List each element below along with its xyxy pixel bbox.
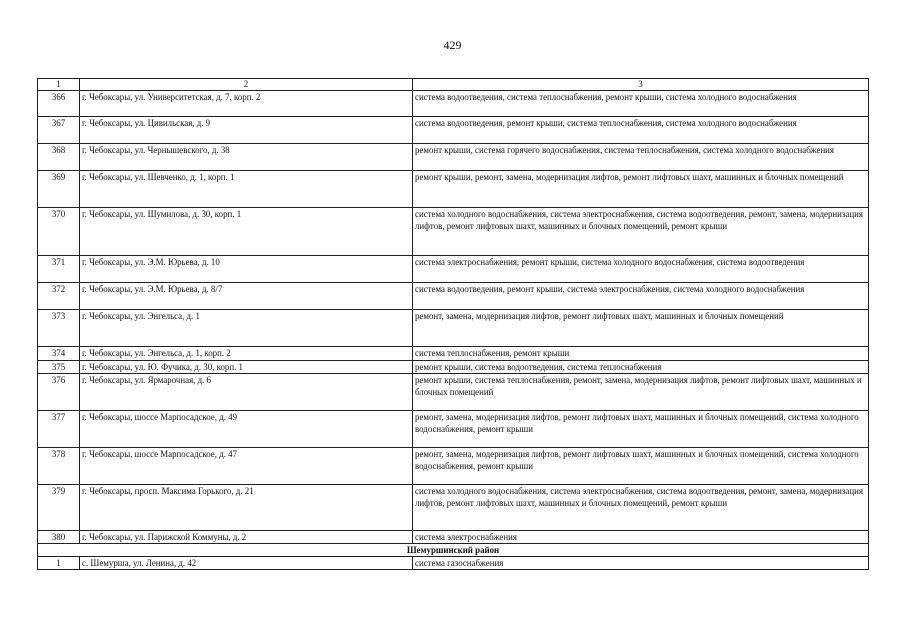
row-works: система холодного водоснабжения, система электроснабжения, система водоотведения, ремонт, замена, модернизация лифтов, ремонт лифтовых шахт, машинных и блочных помещений, ремонт крыши [413, 485, 869, 531]
row-address: г. Чебоксары, ул. Ярмарочная, д. 6 [80, 374, 413, 411]
row-address: г. Чебоксары, ул. Ю. Фучика, д. 30, корп. 1 [80, 361, 413, 374]
row-number: 380 [38, 531, 80, 544]
row-works: ремонт крыши, система горячего водоснабжения, система теплоснабжения, система холодного водоснабжения [413, 144, 869, 171]
row-address: г. Чебоксары, просп. Максима Горького, д. 21 [80, 485, 413, 531]
row-works: система водоотведения, система теплоснабжения, ремонт крыши, система холодного водоснабжения [413, 91, 869, 117]
row-works: система водоотведения, ремонт крыши, система электроснабжения, система холодного водоснабжения [413, 283, 869, 310]
row-address: г. Чебоксары, шоссе Марпосадское, д. 49 [80, 411, 413, 448]
row-number: 368 [38, 144, 80, 171]
header-col-3: 3 [413, 79, 869, 91]
table-row [38, 557, 869, 570]
row-works: ремонт крыши, система теплоснабжения, ремонт, замена, модернизация лифтов, ремонт лифтовых шахт, машинных и блочных помещений [413, 374, 869, 411]
table-header-row [38, 79, 869, 91]
row-number: 371 [38, 256, 80, 283]
row-address: г. Чебоксары, ул. Парижской Коммуны, д. 2 [80, 531, 413, 544]
row-works: ремонт крыши, ремонт, замена, модернизация лифтов, ремонт лифтовых шахт, машинных и блочных помещений [413, 171, 869, 208]
row-number: 376 [38, 374, 80, 411]
row-number: 373 [38, 310, 80, 347]
row-number: 372 [38, 283, 80, 310]
table-row [38, 208, 869, 256]
row-works: система холодного водоснабжения, система электроснабжения, система водоотведения, ремонт, замена, модернизация лифтов, ремонт лифтовых шахт, машинных и блочных помещений, ремонт крыши [413, 208, 869, 256]
row-number: 379 [38, 485, 80, 531]
row-works: система электроснабжения [413, 531, 869, 544]
table-row [38, 347, 869, 361]
table-row [38, 531, 869, 544]
row-address: г. Чебоксары, ул. Цивильская, д. 9 [80, 117, 413, 144]
row-number: 375 [38, 361, 80, 374]
table-row [38, 448, 869, 485]
row-number: 378 [38, 448, 80, 485]
row-address: г. Чебоксары, ул. Энгельса, д. 1 [80, 310, 413, 347]
header-col-2: 2 [80, 79, 413, 91]
table-row [38, 171, 869, 208]
works-table [37, 78, 869, 570]
row-works: система газоснабжения [413, 557, 869, 570]
table-row [38, 144, 869, 171]
row-works: ремонт крыши, система водоотведения, система теплоснабжения [413, 361, 869, 374]
table-row [38, 256, 869, 283]
row-address: г. Чебоксары, ул. Энгельса, д. 1, корп. 2 [80, 347, 413, 361]
row-address: с. Шемурша, ул. Ленина, д. 42 [80, 557, 413, 570]
row-address: г. Чебоксары, шоссе Марпосадское, д. 47 [80, 448, 413, 485]
row-works: система водоотведения, ремонт крыши, система теплоснабжения, система холодного водоснабжения [413, 117, 869, 144]
row-works: ремонт, замена, модернизация лифтов, ремонт лифтовых шахт, машинных и блочных помещений, система холодного водоснабжения, ремонт крыши [413, 411, 869, 448]
row-address: г. Чебоксары, ул. Университетская, д. 7, корп. 2 [80, 91, 413, 117]
page-number: 429 [443, 38, 462, 52]
row-works: ремонт, замена, модернизация лифтов, ремонт лифтовых шахт, машинных и блочных помещений, система холодного водоснабжения, ремонт крыши [413, 448, 869, 485]
table-row [38, 310, 869, 347]
row-number: 370 [38, 208, 80, 256]
row-number: 374 [38, 347, 80, 361]
row-address: г. Чебоксары, ул. Э.М. Юрьева, д. 10 [80, 256, 413, 283]
row-address: г. Чебоксары, ул. Шевченко, д. 1, корп. 1 [80, 171, 413, 208]
row-number: 369 [38, 171, 80, 208]
table-row [38, 283, 869, 310]
table-row [38, 91, 869, 117]
table-row [38, 117, 869, 144]
row-works: система электроснабжения, ремонт крыши, система холодного водоснабжения, система водоотведения [413, 256, 869, 283]
row-works: ремонт, замена, модернизация лифтов, ремонт лифтовых шахт, машинных и блочных помещений [413, 310, 869, 347]
row-number: 366 [38, 91, 80, 117]
section-header-row [38, 544, 869, 557]
row-works: система теплоснабжения, ремонт крыши [413, 347, 869, 361]
table-row [38, 411, 869, 448]
row-number: 1 [38, 557, 80, 570]
table-row [38, 374, 869, 411]
table-row [38, 485, 869, 531]
row-address: г. Чебоксары, ул. Чернышевского, д. 38 [80, 144, 413, 171]
header-col-1: 1 [38, 79, 80, 91]
section-title: Шемуршинский район [38, 544, 869, 557]
row-number: 377 [38, 411, 80, 448]
row-number: 367 [38, 117, 80, 144]
table-row [38, 361, 869, 374]
row-address: г. Чебоксары, ул. Э.М. Юрьева, д. 8/7 [80, 283, 413, 310]
row-address: г. Чебоксары, ул. Шумилова, д. 30, корп. 1 [80, 208, 413, 256]
